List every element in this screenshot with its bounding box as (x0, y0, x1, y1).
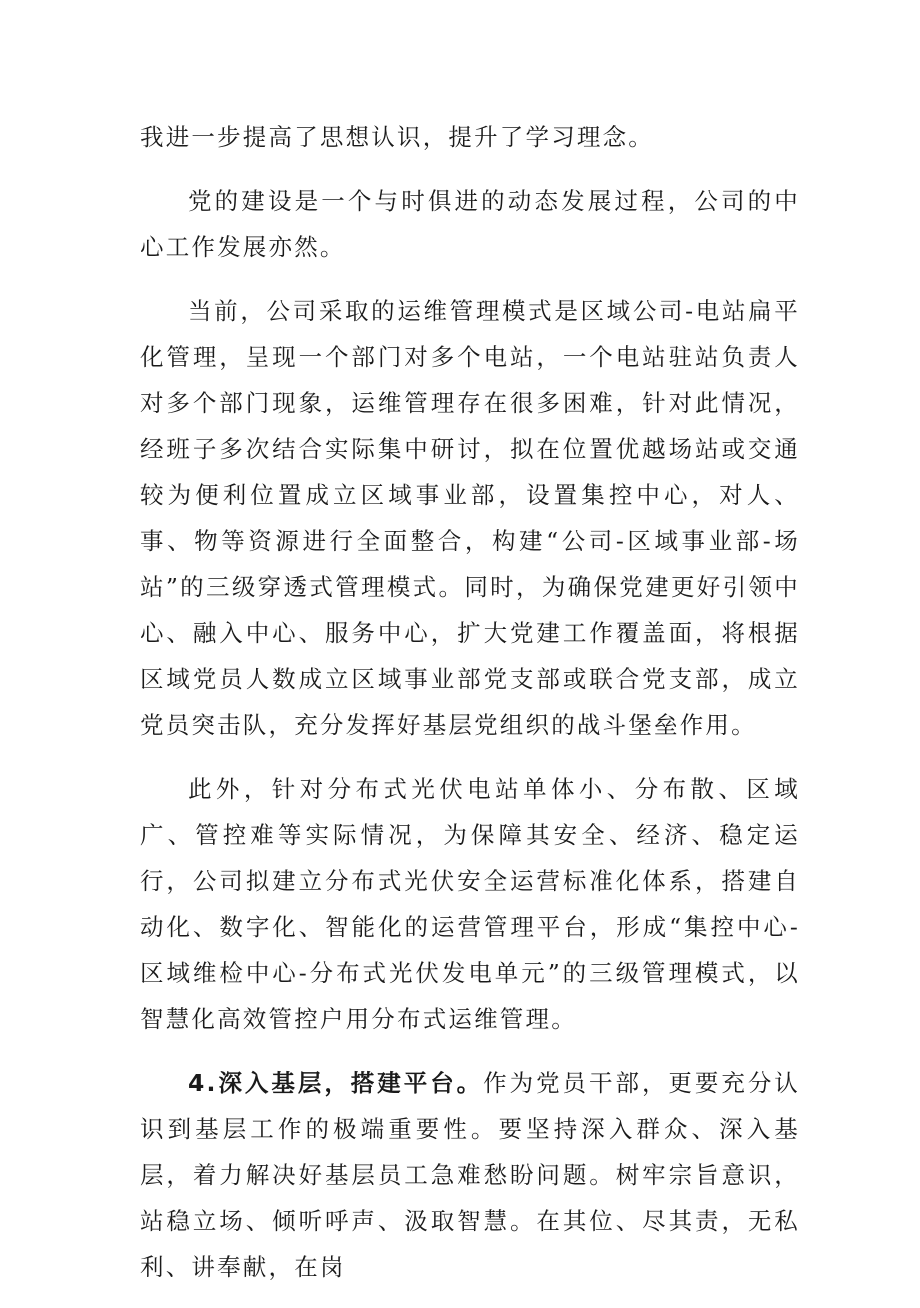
section-heading-4: 4.深入基层，搭建平台。 (188, 1069, 484, 1097)
paragraph-3: 当前，公司采取的运维管理模式是区域公司-电站扁平化管理，呈现一个部门对多个电站，一个电站驻站负责人对多个部门现象，运维管理存在很多困难，针对此情况，经班子多次结合实际集中研讨，拟在位置优越场站或交通较为便利位置成立区域事业部，设置集控中心，对人、事、物等资源进行全面整合，构建“公司-区域事业部-场站”的三级穿透式管理模式。同时，为确保党建更好引领中心、融入中心、服务中心，扩大党建工作覆盖面，将根据区域党员人数成立区域事业部党支部或联合党支部，成立党员突击队，充分发挥好基层党组织的战斗堡垒作用。 (140, 297, 800, 739)
paragraph-1: 我进一步提高了思想认识，提升了学习理念。 (140, 123, 654, 151)
document-body (140, 114, 800, 1308)
paragraph-2: 党的建设是一个与时俱进的动态发展过程，公司的中心工作发展亦然。 (140, 187, 800, 261)
paragraph-4: 此外，针对分布式光伏电站单体小、分布散、区域广、管控难等实际情况，为保障其安全、经济、稳定运行，公司拟建立分布式光伏安全运营标准化体系，搭建自动化、数字化、智能化的运营管理平台，形成“集控中心-区域维检中心-分布式光伏发电单元”的三级管理模式，以智慧化高效管控户用分布式运维管理。 (140, 775, 800, 1033)
paragraph-5-text: 作为党员干部，更要充分认识到基层工作的极端重要性。要坚持深入群众、深入基层，着力解决好基层员工急难愁盼问题。树牢宗旨意识，站稳立场、倾听呼声、汲取智慧。在其位、尽其责，无私利、讲奉献，在岗 (140, 1069, 800, 1281)
paragraph-5 (140, 1060, 800, 1290)
